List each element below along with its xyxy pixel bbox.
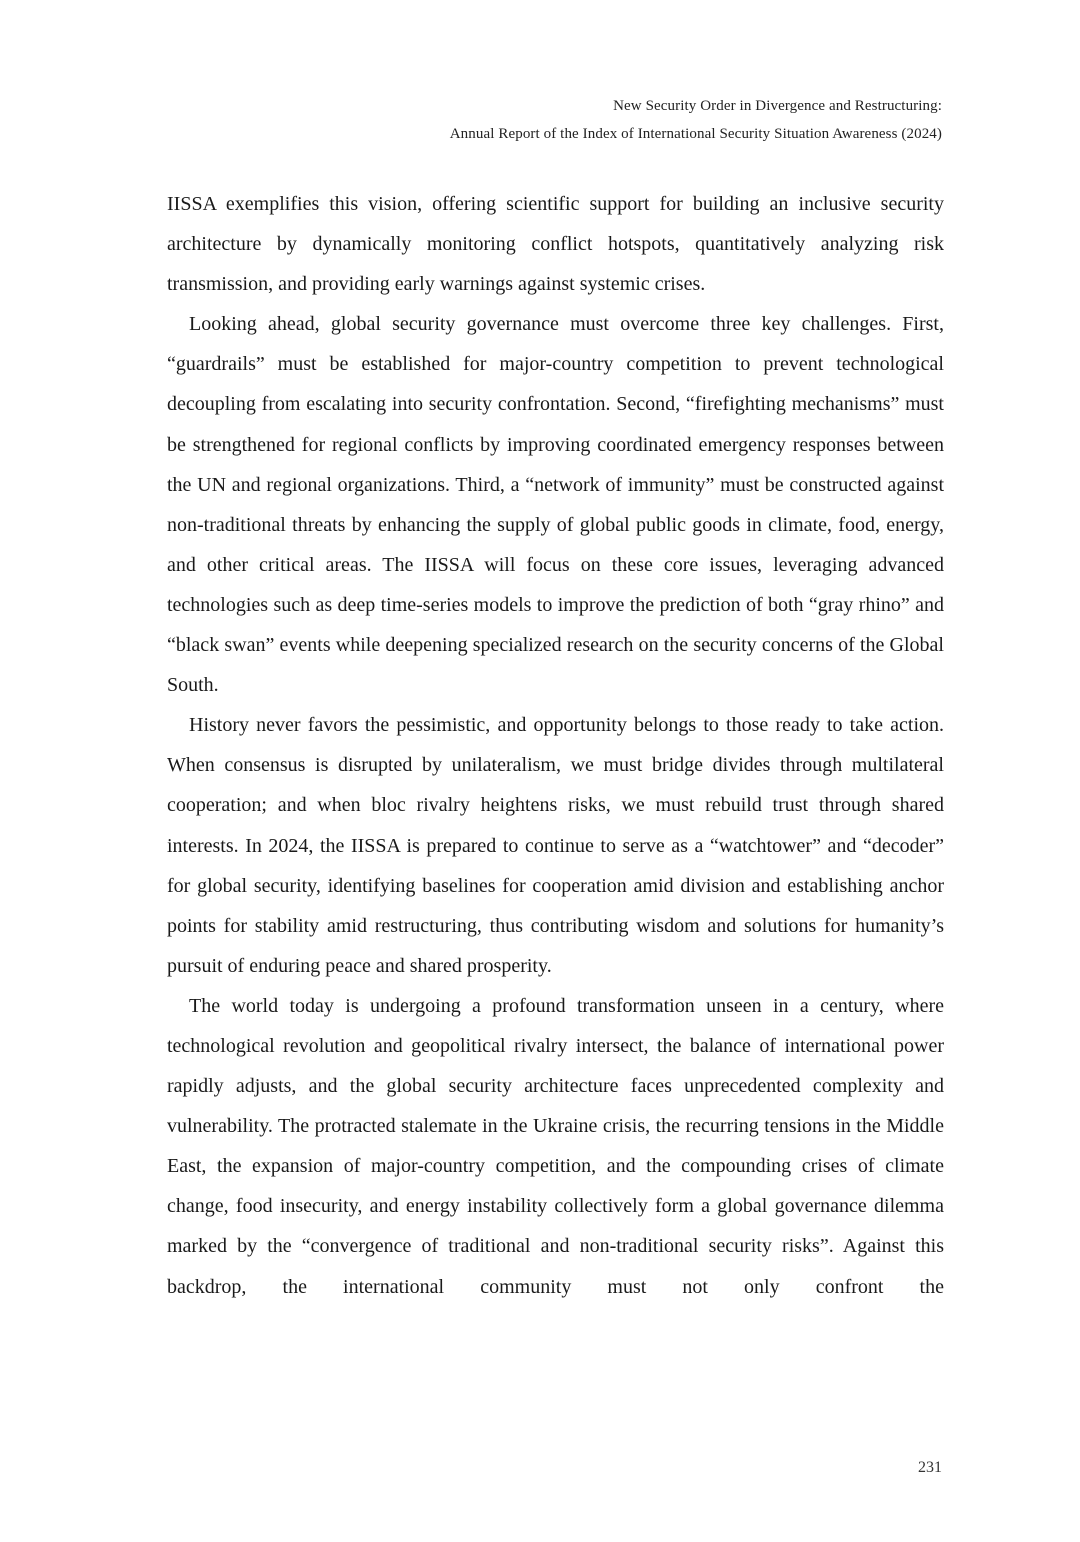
paragraph-key-challenges: Looking ahead, global security governance must overcome three key challenges. First, “guardrails” must be established for major-country competition to prevent technological decoupling from escalating into security confrontation. Second, “firefighting mechanisms” must be strengthened for regional conflicts by improving coordinated emergency responses between the UN and regional organizations. Third, a “network of immunity” must be constructed against non-traditional threats by enhancing the supply of global public goods in climate, food, energy, and other critical areas. The IISSA will focus on these core issues, leveraging advanced technologies such as deep time-series models to improve the prediction of both “gray rhino” and “black swan” events while deepening specialized research on the security concerns of the Global South. (167, 313, 944, 697)
paragraph-world-transformation: The world today is undergoing a profound transformation unseen in a century, where technological revolution and geopolitical rivalry intersect, the balance of international power rapidly adjusts, and the global security architecture faces unprecedented complexity and vulnerability. The protracted stalemate in the Ukraine crisis, the recurring tensions in the Middle East, the expansion of major-country competition, and the compounding crises of climate change, food insecurity, and energy instability collectively form a global governance dilemma marked by the “convergence of traditional and non-traditional security risks”. Against this backdrop, the international community must not only confront the (167, 994, 944, 1298)
body-text (167, 184, 944, 1307)
paragraph-iissa-vision: IISSA exemplifies this vision, offering scientific support for building an inclusive security architecture by dynamically monitoring conflict hotspots, quantitatively analyzing risk transmission, and providing early warnings against systemic crises. (167, 193, 944, 296)
page-number: 231 (918, 1459, 942, 1476)
running-header-subtitle: Annual Report of the Index of International Security Situation Awareness (2024) (449, 126, 942, 142)
running-header-title: New Security Order in Divergence and Restructuring: (613, 98, 942, 114)
paragraph-history-opportunity: History never favors the pessimistic, and opportunity belongs to those ready to take action. When consensus is disrupted by unilateralism, we must bridge divides through multilateral cooperation; and when bloc rivalry heightens risks, we must rebuild trust through shared interests. In 2024, the IISSA is prepared to continue to serve as a “watchtower” and “decoder” for global security, identifying baselines for cooperation amid division and establishing anchor points for stability amid restructuring, thus contributing wisdom and solutions for humanity’s pursuit of enduring peace and shared prosperity. (167, 714, 944, 977)
running-header (450, 92, 942, 148)
